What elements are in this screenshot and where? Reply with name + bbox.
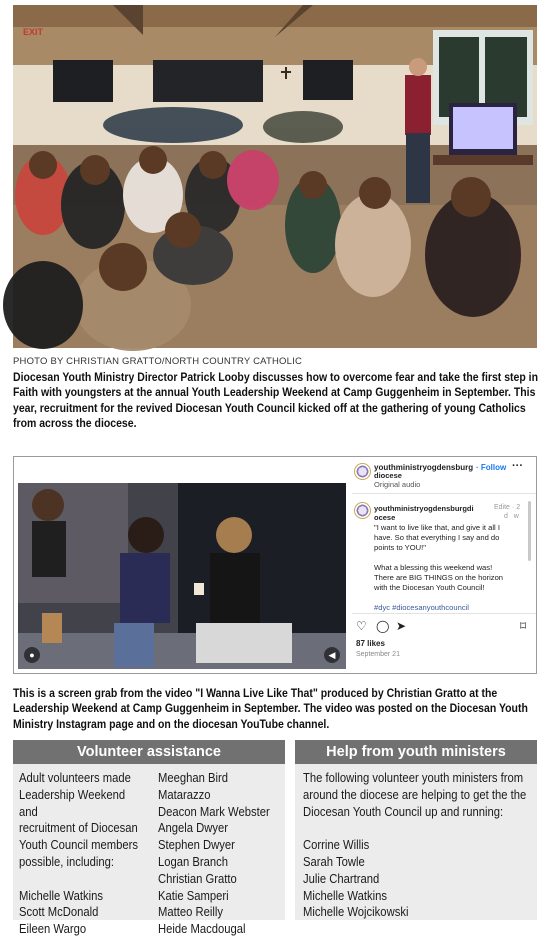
comment-icon[interactable]: ◯ — [376, 619, 390, 633]
photo-caption: Diocesan Youth Ministry Director Patrick Looby discusses how to overcome fear and take the first step in Faith with youngsters at the annual Youth Leadership Weekend at Camp Guggenheim in September. This year, recruitment for the revived Diocesan Youth Council kicked off at the gathering of young Catholics from across the diocese. — [13, 370, 538, 431]
heart-icon[interactable]: ♡ — [356, 619, 367, 633]
volunteer-intro-line: Adult volunteers made — [19, 771, 131, 785]
youth-minister-name: Sarah Towle — [303, 854, 365, 869]
share-icon[interactable]: ➤ — [396, 619, 407, 633]
volunteer-name: Eileen Wargo — [19, 922, 87, 937]
youth-ministers-column — [303, 770, 535, 921]
mute-icon[interactable]: ◀ — [324, 647, 340, 663]
youth-gathering-photo — [13, 5, 537, 348]
instagram-side-panel — [352, 457, 536, 673]
photo-credit: PHOTO BY CHRISTIAN GRATTO/NORTH COUNTRY CATHOLIC — [13, 356, 303, 367]
audio-label[interactable]: Original audio — [374, 480, 421, 489]
edited-dot — [504, 513, 519, 520]
main-photo — [13, 5, 537, 348]
comment-username[interactable]: youthministryogdensburgdi — [374, 504, 474, 513]
comment-username-cont: ocese — [374, 513, 396, 522]
more-horizontal-icon[interactable]: ··· — [512, 460, 523, 472]
youth-minister-name: Corrine Willis — [303, 838, 370, 853]
screen-grab-caption: This is a screen grab from the video "I Wanna Live Like That" produced by Christian Gratto at the Leadership Weekend at Camp Guggenheim in September. The video was posted on the Diocesan Youth Ministry Instagram page and on the diocesan YouTube channel. — [13, 686, 528, 731]
volunteer-assistance-box — [13, 740, 285, 937]
volunteer-name: Meeghan Bird Matarazzo — [158, 771, 229, 802]
volunteer-column-1 — [19, 770, 157, 938]
divider — [352, 493, 536, 494]
volunteer-name: Christian Gratto — [158, 871, 237, 886]
edited-text: Edite — [494, 504, 510, 511]
edited-unit: w — [513, 513, 519, 520]
hashtags[interactable]: #dyc #diocesanyouthcouncil — [374, 603, 469, 612]
comment-body — [374, 523, 508, 623]
youth-minister-name: Julie Chartrand — [303, 871, 380, 886]
volunteer-intro-line: Youth Council members — [19, 838, 139, 853]
comment-avatar[interactable] — [354, 502, 371, 519]
volunteer-intro-line: possible, including: — [19, 854, 115, 869]
volunteer-intro-line: Leadership Weekend and — [19, 787, 126, 819]
volunteer-name: Deacon Mark Webster — [158, 804, 270, 819]
video-still — [18, 483, 346, 669]
follow-label: Follow — [480, 463, 507, 472]
volunteer-name: Katie Samperi — [158, 888, 229, 903]
youth-ministers-box — [295, 740, 537, 920]
post-date: September 21 — [356, 651, 400, 658]
volunteer-intro-line: recruitment of Diocesan — [19, 821, 138, 836]
volunteer-name: Logan Branch — [158, 854, 229, 869]
instagram-screen-grab — [13, 456, 537, 674]
edited-label: Edite · 2 — [494, 504, 521, 511]
video-frame[interactable] — [18, 483, 346, 669]
volunteer-title: Volunteer assistance — [13, 740, 285, 764]
comment-quote: "I want to live like that, and give it all I have. So that everything I say and do points to YOU!" — [374, 523, 500, 552]
youth-minister-name: Michelle Wojcikowski — [303, 905, 409, 920]
volunteer-name: Heide Macdougal — [158, 922, 246, 937]
comment-scrollbar[interactable] — [528, 501, 531, 561]
follow-button[interactable] — [476, 463, 506, 472]
volunteer-name: Angela Dwyer — [158, 821, 229, 836]
youth-ministers-intro-line: Diocesan Youth Council up and running: — [303, 804, 504, 819]
volunteer-column-2 — [158, 770, 286, 938]
edited-time: 2 — [516, 504, 521, 511]
edited-dot-text: d — [504, 513, 508, 520]
bookmark-icon[interactable]: ⌑ — [520, 619, 527, 633]
youth-ministers-title: Help from youth ministers — [295, 740, 537, 764]
user-icon[interactable]: ● — [24, 647, 40, 663]
likes-count[interactable]: 87 likes — [356, 639, 385, 648]
account-avatar[interactable] — [354, 463, 371, 480]
divider — [352, 613, 536, 614]
account-username-cont: diocese — [374, 471, 402, 480]
youth-ministers-intro-line: around the diocese are helping to get the the — [303, 787, 527, 802]
volunteer-name: Stephen Dwyer — [158, 838, 235, 853]
volunteer-name: Matteo Reilly — [158, 905, 224, 920]
youth-ministers-intro-line: The following volunteer youth ministers from — [303, 771, 524, 785]
youth-minister-name: Michelle Watkins — [303, 888, 387, 903]
separator-dot: · — [476, 463, 481, 472]
volunteer-name: Scott McDonald — [19, 905, 99, 920]
account-username[interactable]: youthministryogdensburg — [374, 463, 474, 472]
comment-blessing: What a blessing this weekend was! There are BIG THINGS on the horizon with the Diocesan Youth Council! — [374, 563, 504, 592]
exit-sign: EXIT — [23, 27, 44, 37]
volunteer-name: Michelle Watkins — [19, 888, 103, 903]
